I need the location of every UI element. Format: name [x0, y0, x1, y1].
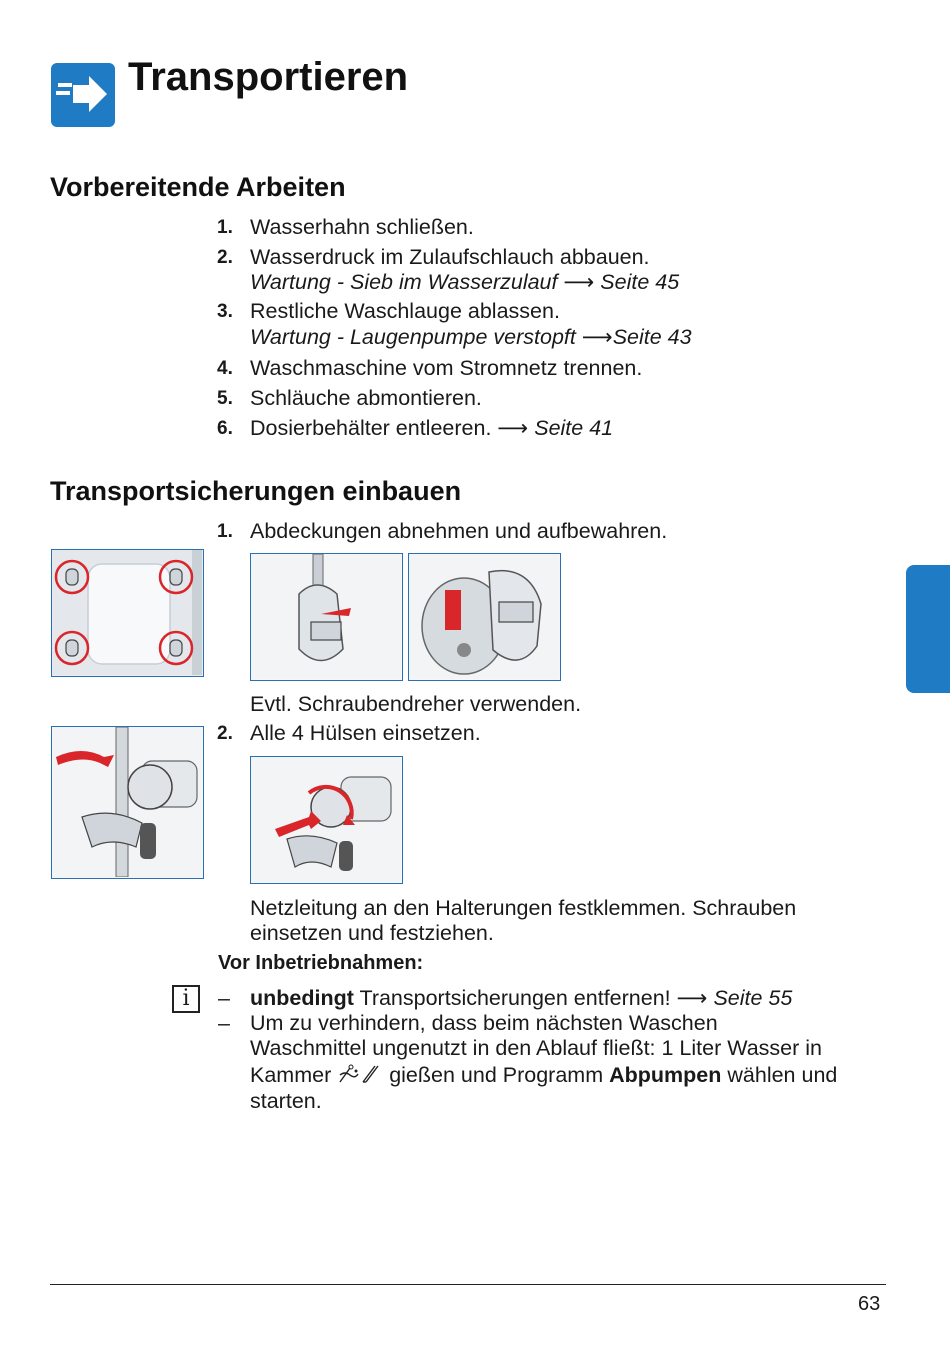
bullet-text: Transportsicherungen entfernen! [359, 986, 671, 1010]
bullet-text-line [250, 1062, 837, 1088]
step-text: Alle 4 Hülsen einsetzen. [250, 721, 481, 745]
cross-reference[interactable] [250, 324, 692, 350]
program-name: Abpumpen [609, 1063, 722, 1087]
bullet-text-line: Waschmittel ungenutzt in den Ablauf fließt: 1 Liter Wasser in [250, 1036, 823, 1060]
screwdriver-illustration [251, 554, 401, 679]
bullet-text: Kammer [250, 1063, 332, 1087]
section-heading-transport-locks: Transportsicherungen einbauen [50, 476, 462, 506]
bullet-dash: – [218, 986, 230, 1010]
bullet-item [250, 985, 792, 1011]
step-text: Restliche Waschlauge ablassen. [250, 299, 560, 323]
bullet-text-line: Um zu verhindern, dass beim nächsten Waschen [250, 1011, 718, 1035]
arrow-icon: ⟶ [581, 325, 613, 349]
step-text: Wasserhahn schließen. [250, 215, 474, 239]
arrow-right-icon [51, 63, 115, 127]
step-number: 1. [217, 217, 233, 238]
chapter-tab [906, 565, 950, 693]
step-number: 2. [217, 247, 233, 268]
step-text: Schläuche abmontieren. [250, 386, 482, 410]
step-text: Dosierbehälter entleeren. [250, 416, 492, 440]
emphasis-text: unbedingt [250, 986, 354, 1010]
step-number: 4. [217, 358, 233, 379]
rear-panel-illustration [52, 550, 202, 675]
arrow-icon: ⟶ [497, 416, 529, 440]
reference-page[interactable]: Seite 41 [534, 416, 614, 440]
sleeve-insertion-illustration [52, 727, 202, 877]
arrow-icon: ⟶ [563, 270, 595, 294]
page-number: 63 [858, 1293, 881, 1315]
reference-page: Seite 43 [612, 325, 692, 349]
info-icon: i [172, 985, 200, 1013]
sleeve-rotation-illustration [251, 757, 401, 882]
step-text: Waschmaschine vom Stromnetz trennen. [250, 356, 643, 380]
step-note-line: einsetzen und festziehen. [250, 921, 494, 945]
bullet-text: wählen und [727, 1063, 838, 1087]
footer-divider [50, 1284, 886, 1285]
reference-page: Seite 45 [600, 270, 680, 294]
step-text: Abdeckungen abnehmen und aufbewahren. [250, 519, 668, 543]
section-icon [51, 63, 115, 127]
figure-rear-panel [51, 549, 204, 677]
step-number: 2. [217, 723, 233, 744]
fabric-softener-compartment-icon [337, 1063, 383, 1085]
reference-page[interactable]: Seite 55 [713, 986, 793, 1010]
step-number: 5. [217, 388, 233, 409]
section-heading-preparation: Vorbereitende Arbeiten [50, 172, 346, 202]
step-number: 3. [217, 301, 233, 322]
step-note: Evtl. Schraubendreher verwenden. [250, 692, 582, 716]
before-use-heading: Vor Inbetriebnahmen: [218, 952, 424, 974]
step-text: Wasserdruck im Zulaufschlauch abbauen. [250, 245, 650, 269]
bullet-text: gießen und Programm [389, 1063, 604, 1087]
reference-title: Wartung - Sieb im Wasserzulauf [250, 270, 558, 294]
cross-reference[interactable] [250, 269, 679, 295]
step-number: 1. [217, 521, 233, 542]
arrow-icon: ⟶ [676, 986, 708, 1010]
figure-insert-sleeve [51, 726, 204, 879]
bullet-dash: – [218, 1011, 230, 1035]
step-text-with-reference [250, 415, 613, 441]
cover-closeup-illustration [409, 554, 559, 679]
figure-remove-cover-screwdriver [250, 553, 403, 681]
figure-cover-closeup [408, 553, 561, 681]
step-number: 6. [217, 418, 233, 439]
figure-rotate-sleeve [250, 756, 403, 884]
reference-title: Wartung - Laugenpumpe verstopft [250, 325, 576, 349]
step-note-line: Netzleitung an den Halterungen festklemmen. Schrauben [250, 896, 797, 920]
page-title: Transportieren [128, 55, 409, 99]
bullet-text-line: starten. [250, 1089, 322, 1113]
